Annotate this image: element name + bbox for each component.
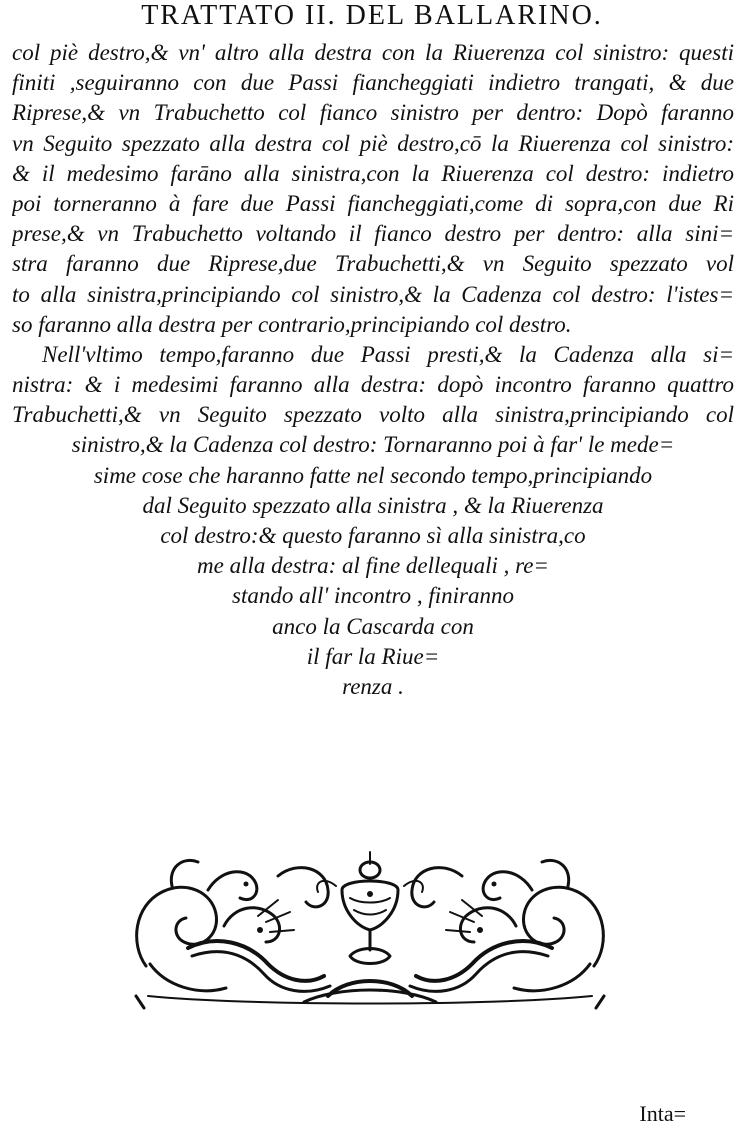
text-line: Riprese,& vn Trabuchetto col fianco sinistro per dentro: Dopò faranno [12, 100, 734, 126]
text-line: il far la Riue= [306, 643, 440, 669]
text-line: so faranno alla destra per contrario,principiando col destro. [12, 311, 572, 337]
text-line: sime cose che haranno fatte nel secondo tempo,principiando [93, 462, 653, 488]
running-head: TRATTATO II. DEL BALLARINO. [141, 0, 603, 31]
decorative-tailpiece [128, 846, 612, 1010]
text-line: vn Seguito spezzato alla destra col piè destro,cō la Riuerenza col sinistro: [12, 130, 734, 156]
text-line: stra faranno due Riprese,due Trabuchetti,& vn Seguito spezzato vol [12, 251, 734, 277]
text-line: me alla destra: al fine dellequali , re= [197, 553, 549, 579]
text-line: poi torneranno à fare due Passi fiancheggiati,come di sopra,con due Ri [12, 190, 734, 216]
text-line: Trabuchetti,& vn Seguito spezzato volto alla sinistra,principiando col [12, 402, 734, 428]
text-line: & il medesimo farāno alla sinistra,con la Riuerenza col destro: indietro [12, 160, 734, 186]
paragraph-start-line: Nell'vltimo tempo,faranno due Passi presti,& la Cadenza alla si= [42, 341, 734, 367]
catchword: Inta= [639, 1101, 686, 1126]
text-line: prese,& vn Trabuchetto voltando il fianco destro per dentro: alla sini= [12, 221, 734, 247]
text-line: nistra: & i medesimi faranno alla destra: dopò incontro faranno quattro [12, 372, 734, 398]
text-block [12, 38, 734, 702]
text-line: sinistro,& la Cadenza col destro: Tornaranno poi à far' le mede= [71, 432, 675, 458]
text-line: anco la Cascarda con [272, 613, 474, 639]
text-line: col destro:& questo faranno sì alla sinistra,co [160, 523, 586, 548]
text-line: renza . [342, 673, 404, 699]
text-line: to alla sinistra,principiando col sinistro,& la Cadenza col destro: l'istes= [12, 281, 734, 307]
text-line: finiti ,seguiranno con due Passi fiancheggiati indietro trangati, & due [12, 70, 734, 96]
text-line: stando all' incontro , finiranno [232, 583, 514, 609]
text-line: dal Seguito spezzato alla sinistra , & la Riuerenza [142, 492, 604, 518]
text-line: col piè destro,& vn' altro alla destra con la Riuerenza col sinistro: questi [12, 40, 734, 65]
